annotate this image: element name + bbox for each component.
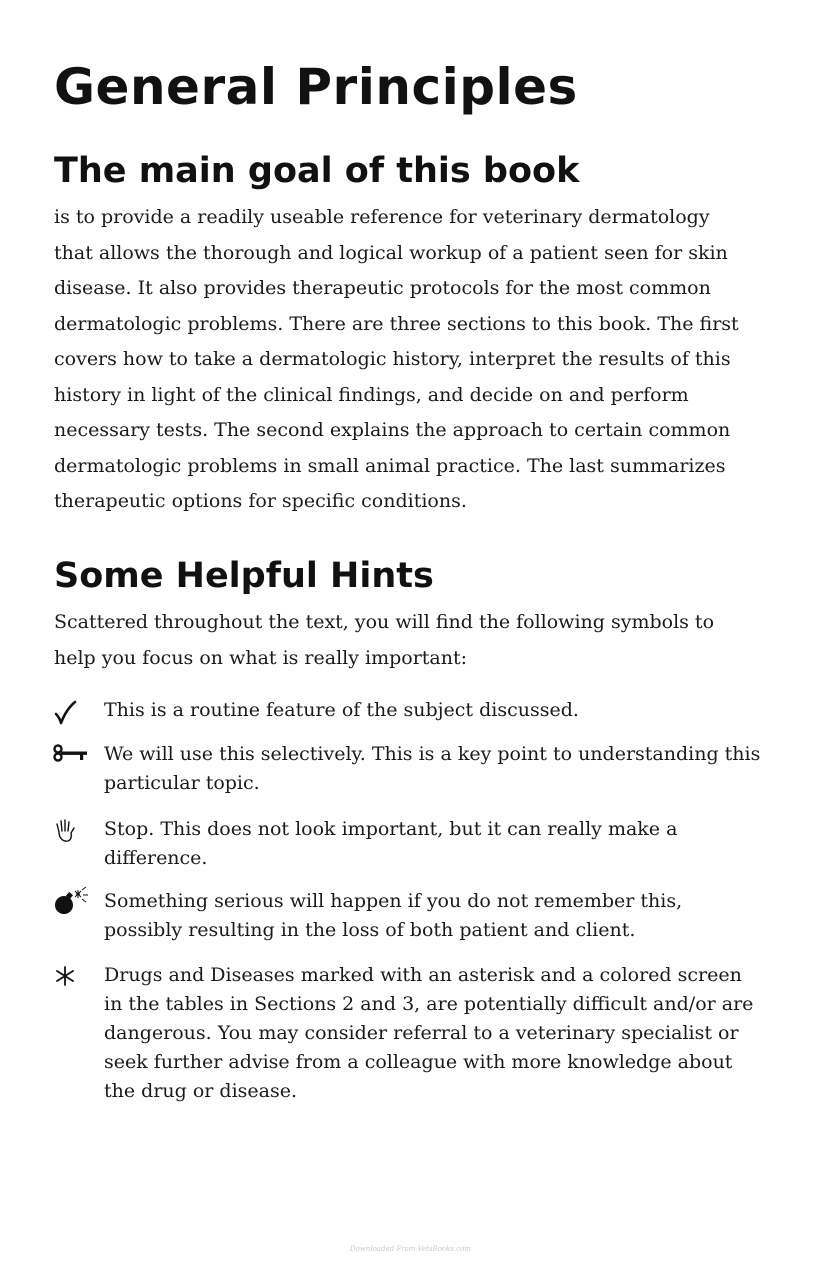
hints-heading: Some Helpful Hints <box>54 556 434 596</box>
hint-text: Something serious will happen if you do not remember this, possibly resulting in the loss of both patient and client. <box>104 890 683 941</box>
goal-heading: The main goal of this book <box>54 151 580 191</box>
checkmark-icon <box>50 697 98 727</box>
asterisk-icon <box>50 961 98 991</box>
hints-intro: Scattered throughout the text, you will find the following symbols to help you focus on what is really important: <box>54 611 715 669</box>
hint-text: We will use this selectively. This is a key point to understanding this particular topic. <box>104 743 761 794</box>
hint-text: Drugs and Diseases marked with an asterisk and a colored screen in the tables in Sections 2 and 3, are potentially difficult and/or are dangerous. You may consider referral to a veterinary specialist or seek further advise from a colleague with more knowledge about the drug or disease. <box>104 964 754 1102</box>
footer-watermark: Downloaded From VetsBooks.com <box>350 1245 471 1253</box>
hand-stop-icon <box>50 815 98 845</box>
page-title: General Principles <box>54 58 578 116</box>
hint-text: Stop. This does not look important, but it can really make a difference. <box>104 818 678 869</box>
key-icon <box>50 741 98 771</box>
bomb-icon <box>50 887 98 917</box>
goal-paragraph: is to provide a readily useable reference for veterinary dermatology that allows the thorough and logical workup of a patient seen for skin disease. It also provides therapeutic protocols for the most common dermatologic problems. There are three sections to this book. The first covers how to take a dermatologic history, interpret the results of this history in light of the clinical findings, and decide on and perform necessary tests. The second explains the approach to certain common dermatologic problems in small animal practice. The last summarizes therapeutic options for specific conditions. <box>54 206 739 512</box>
hint-text: This is a routine feature of the subject discussed. <box>104 699 579 721</box>
